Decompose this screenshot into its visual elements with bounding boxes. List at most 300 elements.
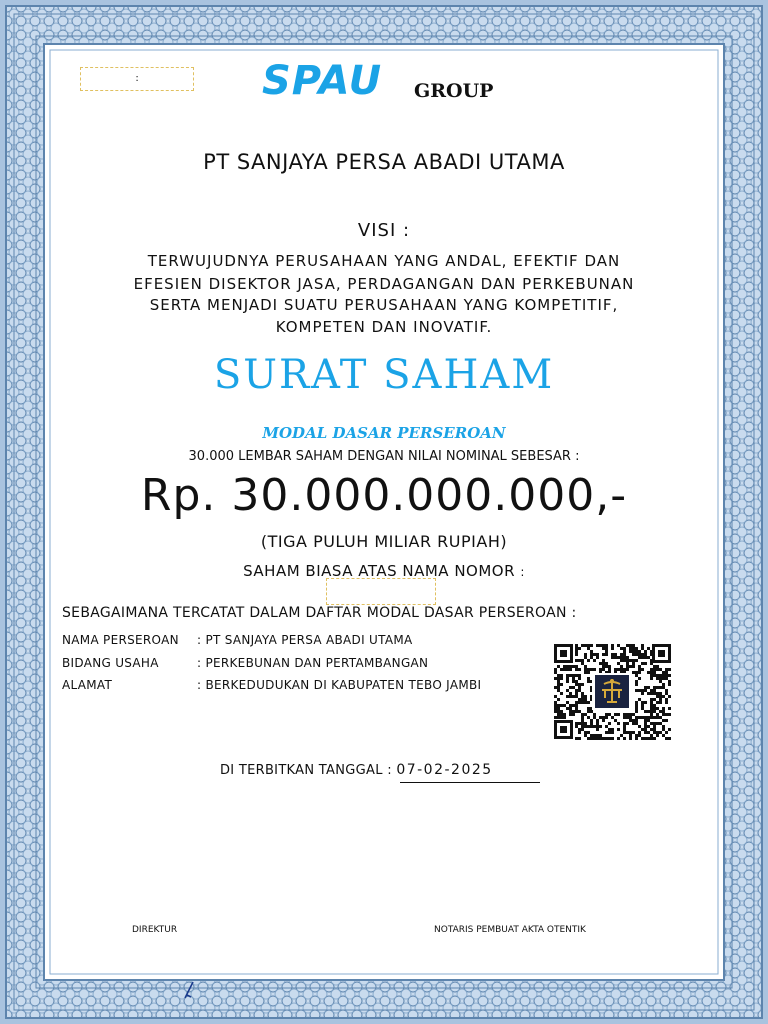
qr-module [605,731,608,734]
qr-module [605,650,608,653]
qr-module [557,710,560,713]
qr-module [554,677,557,680]
qr-module [581,644,584,647]
nominal-amount: Rp. 30.000.000.000,- [140,470,628,521]
qr-module [608,668,611,671]
qr-module [557,713,560,716]
qr-module [635,653,638,656]
signature-mark [183,978,203,1000]
qr-module [557,689,560,692]
qr-module [566,707,569,710]
qr-module [575,695,578,698]
qr-module [650,692,653,695]
qr-module [623,650,626,653]
qr-module [638,656,641,659]
qr-module [638,671,641,674]
qr-module [665,677,668,680]
qr-module [554,716,557,719]
qr-module [611,728,614,731]
qr-module [668,728,671,731]
qr-module [587,680,590,683]
spau-group-logo [262,58,522,108]
qr-module [602,719,605,722]
qr-module [599,725,602,728]
qr-module [587,644,590,647]
qr-module [626,644,629,647]
qr-module [581,713,584,716]
qr-module [650,698,653,701]
qr-module [617,722,620,725]
qr-module [554,710,557,713]
qr-module [662,713,665,716]
qr-module [650,689,653,692]
qr-module [653,668,656,671]
qr-module [602,659,605,662]
qr-module [641,668,644,671]
detail-value: : PERKEBUNAN DAN PERTAMBANGAN [197,656,429,670]
qr-module [659,674,662,677]
kemenkumham-emblem-icon [592,673,632,710]
qr-module [596,725,599,728]
qr-module [644,737,647,740]
qr-module [656,665,659,668]
qr-module [629,731,632,734]
qr-module [638,725,641,728]
qr-module [563,716,566,719]
signatory-notaris: NOTARIS PEMBUAT AKTA OTENTIK [434,925,586,935]
qr-module [632,653,635,656]
qr-module [611,653,614,656]
qr-module [641,737,644,740]
qr-module [593,734,596,737]
qr-module [668,695,671,698]
qr-module [569,665,572,668]
qr-module [623,656,626,659]
qr-module [623,668,626,671]
qr-module [623,653,626,656]
modal-dasar-label: MODAL DASAR PERSEROAN [262,424,506,442]
qr-module [566,701,569,704]
qr-module [560,674,563,677]
qr-module [647,671,650,674]
qr-module [668,737,671,740]
qr-module [590,734,593,737]
qr-module [659,722,662,725]
qr-module [665,713,668,716]
qr-module [587,716,590,719]
qr-module [641,656,644,659]
qr-module [563,665,566,668]
qr-module [620,653,623,656]
qr-module [638,653,641,656]
qr-module [584,668,587,671]
qr-module [653,674,656,677]
qr-module [644,716,647,719]
qr-module [596,644,599,647]
qr-module [623,713,626,716]
qr-module [611,737,614,740]
qr-module [584,698,587,701]
qr-module [572,713,575,716]
qr-module [626,716,629,719]
tercatat-statement: SEBAGAIMANA TERCATAT DALAM DAFTAR MODAL DASAR PERSEROAN : [62,605,577,621]
qr-module [575,680,578,683]
qr-module [638,665,641,668]
qr-module [611,716,614,719]
qr-module [641,689,644,692]
qr-module [620,665,623,668]
qr-module [572,686,575,689]
qr-module [602,737,605,740]
qr-module [560,683,563,686]
qr-module [623,716,626,719]
qr-module [557,674,560,677]
qr-module [626,659,629,662]
qr-module [578,698,581,701]
qr-module [653,704,656,707]
qr-module [662,719,665,722]
qr-module [566,689,569,692]
qr-module [578,701,581,704]
qr-module [599,662,602,665]
qr-module [629,737,632,740]
qr-module [572,665,575,668]
qr-module [665,737,668,740]
qr-module [599,644,602,647]
qr-module [560,716,563,719]
qr-module [650,710,653,713]
qr-module [590,653,593,656]
qr-module [653,707,656,710]
qr-module [653,710,656,713]
qr-module [665,692,668,695]
qr-module [659,716,662,719]
qr-module [629,713,632,716]
qr-module [581,683,584,686]
qr-module [605,713,608,716]
qr-module [635,650,638,653]
detail-value: : BERKEDUDUKAN DI KABUPATEN TEBO JAMBI [197,678,482,692]
qr-module [572,680,575,683]
qr-module [575,692,578,695]
qr-module [554,671,557,674]
qr-module [644,710,647,713]
qr-module [599,737,602,740]
qr-module [665,674,668,677]
qr-module [560,677,563,680]
qr-module [599,716,602,719]
qr-module [629,659,632,662]
qr-module [587,671,590,674]
qr-module [575,653,578,656]
qr-module [662,686,665,689]
qr-module [665,701,668,704]
qr-module [602,662,605,665]
qr-module [659,680,662,683]
qr-module [581,701,584,704]
qr-module [587,659,590,662]
qr-module [668,683,671,686]
qr-module [590,719,593,722]
qr-module [572,677,575,680]
qr-module [632,671,635,674]
tanggal-terbit-line [220,762,493,778]
qr-module [647,656,650,659]
qr-module [608,713,611,716]
visi-line: SERTA MENJADI SUATU PERUSAHAAN YANG KOMPETITIF, [149,296,619,314]
qr-module [665,719,668,722]
qr-module [620,668,623,671]
detail-value: : PT SANJAYA PERSA ABADI UTAMA [197,633,413,647]
qr-module [578,686,581,689]
qr-module [584,665,587,668]
qr-module [650,734,653,737]
qr-module [557,680,560,683]
qr-module [632,662,635,665]
qr-module [659,686,662,689]
saham-nomor-label: SAHAM BIASA ATAS NAMA NOMOR [243,562,516,580]
qr-module [578,731,581,734]
qr-module [659,677,662,680]
qr-module [635,722,638,725]
qr-module [635,734,638,737]
qr-module [587,701,590,704]
detail-label: ALAMAT [62,678,113,692]
qr-module [611,656,614,659]
qr-module [638,668,641,671]
terbit-date: 07-02-2025 [396,762,493,778]
qr-module [554,707,557,710]
qr-module [581,722,584,725]
qr-module [566,668,569,671]
qr-module [653,671,656,674]
qr-module [647,686,650,689]
qr-module [584,713,587,716]
qr-module [575,725,578,728]
qr-module [611,731,614,734]
qr-module [593,737,596,740]
qr-module [569,692,572,695]
qr-module [662,734,665,737]
qr-module [644,686,647,689]
document-title: SURAT SAHAM [213,352,555,398]
qr-module [569,707,572,710]
qr-module [608,737,611,740]
qr-module [602,644,605,647]
qr-module [599,734,602,737]
detail-label: BIDANG USAHA [62,656,159,670]
qr-module [614,713,617,716]
qr-module [602,668,605,671]
qr-module [632,644,635,647]
qr-module [650,722,653,725]
qr-module [593,668,596,671]
qr-module [659,695,662,698]
qr-module [578,659,581,662]
qr-module [650,677,653,680]
qr-module [650,674,653,677]
qr-module [620,734,623,737]
qr-module [626,731,629,734]
qr-module [623,647,626,650]
qr-module [641,704,644,707]
qr-module [662,671,665,674]
qr-module [575,674,578,677]
qr-module [605,647,608,650]
qr-module [596,737,599,740]
qr-module [668,707,671,710]
qr-module [638,689,641,692]
qr-module [626,665,629,668]
qr-module [605,716,608,719]
qr-module [587,737,590,740]
qr-module [656,692,659,695]
qr-module [632,647,635,650]
qr-module [662,683,665,686]
qr-module [584,725,587,728]
qr-module [641,662,644,665]
qr-module [656,731,659,734]
qr-module [623,731,626,734]
qr-module [626,713,629,716]
qr-module [644,653,647,656]
qr-module [554,704,557,707]
qr-module [587,707,590,710]
qr-module [575,722,578,725]
qr-module [569,668,572,671]
qr-module [596,728,599,731]
qr-module [659,692,662,695]
qr-module [638,698,641,701]
qr-module [590,722,593,725]
qr-module [602,665,605,668]
certificate-number-box: : [80,67,194,91]
qr-module [641,644,644,647]
qr-module [662,710,665,713]
qr-module [653,698,656,701]
qr-module [587,710,590,713]
qr-module [584,701,587,704]
qr-module [632,659,635,662]
qr-module [629,734,632,737]
qr-module [575,704,578,707]
qr-module [656,734,659,737]
qr-module [656,707,659,710]
qr-module [644,701,647,704]
qr-module [656,677,659,680]
visi-line: EFESIEN DISEKTOR JASA, PERDAGANGAN DAN PERKEBUNAN [133,275,635,293]
qr-module [629,716,632,719]
qr-module [605,725,608,728]
qr-module [584,695,587,698]
qr-module [668,668,671,671]
qr-module [614,668,617,671]
qr-module [563,704,566,707]
qr-module [581,725,584,728]
qr-module [641,728,644,731]
qr-module [647,710,650,713]
qr-module [560,704,563,707]
qr-module [644,722,647,725]
qr-module [653,731,656,734]
qr-module [629,650,632,653]
qr-module [575,644,578,647]
qr-module [638,716,641,719]
qr-module [647,737,650,740]
qr-module [566,695,569,698]
qr-module [650,716,653,719]
qr-module [578,677,581,680]
qr-module [659,710,662,713]
qr-module [560,692,563,695]
qr-module [578,737,581,740]
qr-module [650,707,653,710]
qr-module [590,644,593,647]
qr-module [659,698,662,701]
qr-module [638,650,641,653]
qr-module [632,722,635,725]
qr-module [647,719,650,722]
qr-module [587,647,590,650]
qr-module [650,713,653,716]
qr-module [659,731,662,734]
lembar-saham-text: 30.000 LEMBAR SAHAM DENGAN NILAI NOMINAL SEBESAR : [188,449,580,464]
qr-module [611,647,614,650]
qr-module [587,668,590,671]
qr-module [647,716,650,719]
qr-module [641,647,644,650]
qr-module [617,644,620,647]
qr-module [626,668,629,671]
qr-module [587,725,590,728]
qr-module [593,653,596,656]
qr-module [578,647,581,650]
qr-module [641,707,644,710]
qr-module [632,719,635,722]
qr-module [638,734,641,737]
qr-module [596,734,599,737]
qr-module [662,674,665,677]
qr-module [635,719,638,722]
qr-module [569,674,572,677]
qr-module [662,695,665,698]
qr-module [644,650,647,653]
qr-module [620,656,623,659]
qr-module [635,647,638,650]
signatory-direktur: DIREKTUR [132,925,178,935]
qr-module [569,710,572,713]
qr-module [557,686,560,689]
qr-module [635,689,638,692]
qr-module [617,662,620,665]
qr-module [602,647,605,650]
qr-module [644,725,647,728]
qr-module [572,704,575,707]
qr-module [653,686,656,689]
qr-module [578,668,581,671]
qr-module [656,701,659,704]
qr-module [605,737,608,740]
qr-module [578,722,581,725]
qr-module [608,722,611,725]
qr-module [653,722,656,725]
qr-module [656,668,659,671]
qr-module [557,683,560,686]
qr-module [608,731,611,734]
qr-module [566,674,569,677]
qr-module [605,644,608,647]
qr-module [650,701,653,704]
